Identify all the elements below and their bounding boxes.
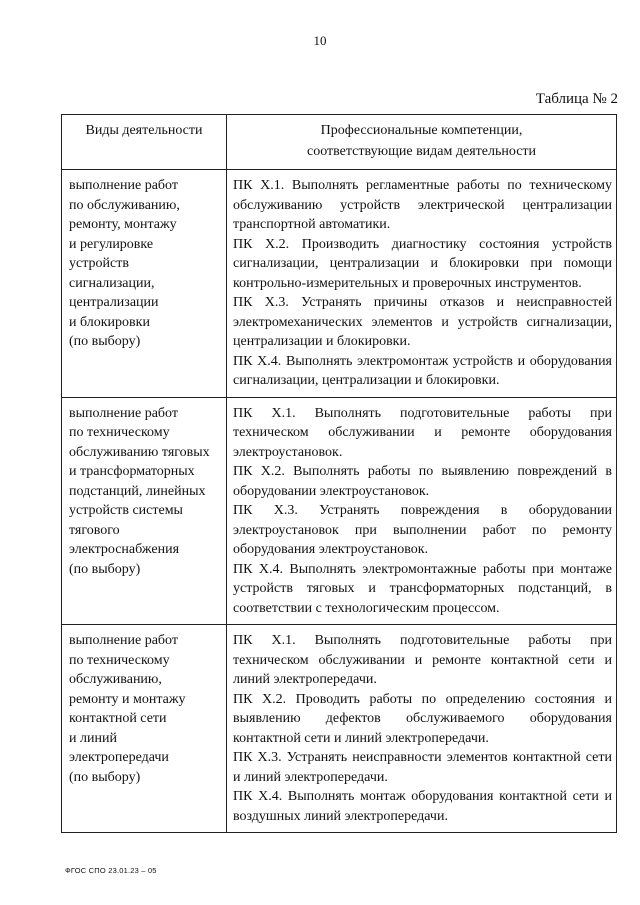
header-line: Профессиональные компетенции, [320,123,523,138]
activity-line: ремонту и монтажу [69,691,186,707]
activity-line: электропередачи [69,750,169,765]
page-number: 10 [313,33,327,48]
activity-line: устройств системы [69,503,183,518]
header-activity-types [62,115,227,170]
activity-type-cell [62,170,227,398]
table-row [62,397,617,625]
competence-item: ПК Х.2. Производить диагностику состояния устройств сигнализации, централизации и блокировки при помощи контрольно-измерительных и проверочных инструментов. [233,236,612,291]
competence-item: ПК Х.4. Выполнять электромонтажные работы при монтаже устройств тяговых и трансформаторных подстанций, в соответствии с технологическим процессом. [233,561,612,616]
activity-line: подстанций, линейных [69,483,206,499]
competence-item: ПК Х.4. Выполнять электромонтаж устройств и оборудования сигнализации, централизации и блокировки. [233,353,612,388]
activity-type-cell [62,397,227,625]
activity-line: обслуживанию, [69,672,162,687]
header-competences [227,115,617,170]
activity-line: и блокировки [69,314,150,330]
activity-line: контактной сети [69,711,167,726]
table-header-row [62,115,617,170]
activity-line: по техническому [69,425,170,440]
activity-line: ремонту, монтажу [69,217,177,232]
competences-cell [227,625,617,833]
competence-item: ПК Х.2. Проводить работы по определению состояния и выявлению дефектов обслуживаемого оборудования контактной сети и линий электропередачи. [233,691,612,746]
activity-line: обслуживанию тяговых [69,444,210,460]
activity-line: централизации [69,295,159,310]
activity-line: и регулировке [69,236,154,252]
competence-item: ПК Х.1. Выполнять подготовительные работы при техническом обслуживании и ремонте контактной сети и линий электропередачи. [233,633,612,687]
activity-line: (по выбору) [69,334,141,349]
activity-line: (по выбору) [69,561,141,577]
competence-item: ПК Х.1. Выполнять подготовительные работы при техническом обслуживании и ремонте оборудования электроустановок. [233,405,612,460]
activity-type-cell [62,625,227,833]
competences-cell [227,397,617,625]
table-row [62,625,617,833]
competence-item: ПК Х.3. Устранять причины отказов и неисправностей электромеханических элементов и устройств сигнализации, централизации и блокировки. [233,295,612,349]
competences-cell [227,170,617,398]
activity-line: выполнение работ [69,405,178,421]
header-line: Виды деятельности [85,123,203,138]
header-line: соответствующие видам деятельности [306,144,537,159]
activity-line: (по выбору) [69,769,141,785]
activity-line: электроснабжения [69,542,180,557]
activity-line: выполнение работ [69,633,178,648]
activity-line: по обслуживанию, [69,197,180,213]
table-caption: Таблица № 2 [535,91,618,107]
activity-line: тягового [69,522,120,538]
table-row [62,170,617,398]
competence-item: ПК Х.3. Устранять неисправности элементов контактной сети и линий электропередачи. [233,750,612,785]
competence-item: ПК Х.2. Выполнять работы по выявлению повреждений в оборудовании электроустановок. [233,464,612,499]
activity-line: выполнение работ [69,178,178,193]
activity-line: сигнализации, [69,275,155,291]
document-footer-code: ФГОС СПО 23.01.23 – 05 [65,866,157,875]
competence-item: ПК Х.1. Выполнять регламентные работы по техническому обслуживанию устройств электрической централизации транспортной автоматики. [233,178,612,232]
competence-item: ПК Х.4. Выполнять монтаж оборудования контактной сети и воздушных линий электропередачи. [233,789,612,824]
competence-item: ПК Х.3. Устранять повреждения в оборудовании электроустановок при выполнении работ по ремонту оборудования электроустановок. [233,503,612,557]
activity-line: по техническому [69,652,170,668]
activity-line: устройств [69,256,129,271]
competencies-table [61,114,617,833]
activity-line: и линий [69,730,117,746]
activity-line: и трансформаторных [69,464,195,479]
